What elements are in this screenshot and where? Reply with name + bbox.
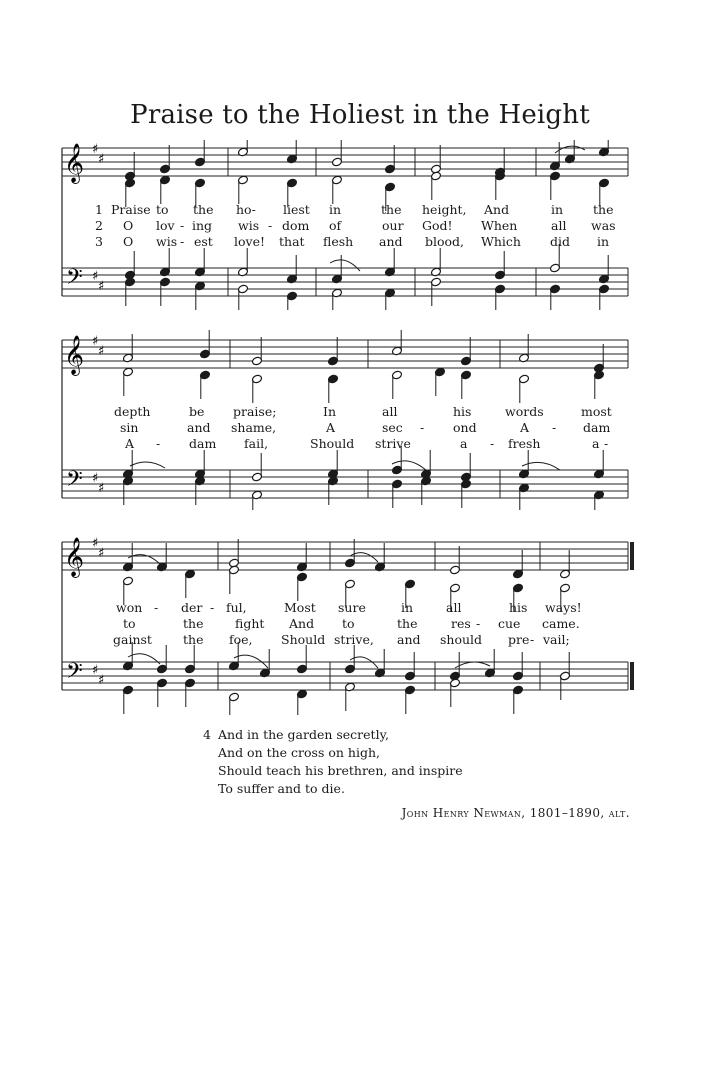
melody-note — [391, 330, 402, 356]
treble-clef-icon: 𝄞 — [64, 335, 85, 375]
tenor-note — [251, 453, 262, 482]
syllable: in — [551, 202, 564, 217]
sharp-icon: ♯ — [92, 334, 99, 349]
tenor-note — [331, 255, 342, 284]
alto-note — [199, 370, 210, 399]
tenor-note — [259, 649, 270, 678]
syllable: sin — [120, 420, 139, 435]
alto-note — [391, 370, 402, 399]
tenor-note — [512, 652, 523, 681]
syllable: And — [289, 616, 315, 631]
syllable: In — [323, 404, 336, 419]
alto-note — [331, 175, 342, 204]
syllable: A — [520, 420, 530, 435]
bass-note — [228, 692, 239, 715]
treble-staff — [62, 148, 628, 176]
lyric-line-verse-3 — [0, 234, 720, 250]
bass-note — [404, 685, 415, 714]
tenor-note — [449, 652, 460, 681]
verse-number: 1 — [95, 202, 103, 217]
stanza-line: To suffer and to die. — [218, 781, 345, 796]
lyrics-system-2 — [0, 404, 720, 452]
bass-note — [122, 685, 133, 714]
syllable: vail; — [543, 632, 570, 647]
alto-note — [296, 572, 307, 601]
syllable: strive, — [334, 632, 374, 647]
melody-note — [296, 543, 307, 572]
tenor-note — [124, 251, 135, 280]
sharp-icon: ♯ — [92, 536, 99, 551]
syllable: and — [397, 632, 421, 647]
syllable: Praise — [111, 202, 151, 217]
syllable: the — [593, 202, 614, 217]
bass-clef-icon: 𝄢 — [66, 265, 83, 295]
stanza-line: And in the garden secretly, — [218, 727, 389, 742]
syllable: cue — [498, 616, 521, 631]
lyrics-system-1 — [0, 202, 720, 250]
syllable: shame, — [231, 420, 277, 435]
bass-note — [518, 483, 529, 510]
melody-note — [122, 334, 133, 363]
syllable: to — [156, 202, 169, 217]
slur — [455, 662, 490, 668]
syllable: won — [116, 600, 143, 615]
syllable: - — [154, 600, 159, 615]
syllable: liest — [283, 202, 310, 217]
lyric-line-verse-3 — [0, 632, 720, 648]
melody-note — [159, 145, 170, 174]
syllable: our — [382, 218, 404, 233]
syllable: height, — [422, 202, 467, 217]
lyric-line-verse-2 — [0, 616, 720, 632]
alto-note — [327, 374, 338, 403]
verse-number: 3 — [95, 234, 103, 249]
tenor-note — [420, 450, 431, 479]
alto-note — [122, 367, 133, 396]
melody-note — [228, 539, 239, 568]
alto-note — [430, 171, 441, 200]
tenor-note — [518, 450, 529, 479]
syllable: most — [581, 404, 612, 419]
tenor-note — [494, 251, 505, 280]
tenor-note — [296, 645, 307, 674]
alto-note — [228, 565, 239, 594]
syllable: of — [329, 218, 342, 233]
syllable: ond — [453, 420, 477, 435]
syllable: - — [210, 600, 215, 615]
syllable: God! — [422, 218, 453, 233]
sharp-icon: ♯ — [98, 546, 105, 561]
tenor-note — [194, 450, 205, 479]
sharp-icon: ♯ — [98, 673, 105, 688]
syllable: ful, — [226, 600, 247, 615]
syllable: O — [123, 234, 134, 249]
melody-note — [156, 543, 167, 572]
tenor-note — [327, 450, 338, 479]
syllable: be — [189, 404, 205, 419]
syllable: the — [381, 202, 402, 217]
lyric-line-verse-3 — [0, 436, 720, 452]
syllable: - — [420, 420, 425, 435]
sharp-icon: ♯ — [98, 279, 105, 294]
sharp-icon: ♯ — [98, 344, 105, 359]
syllable: the — [183, 632, 204, 647]
melody-note — [384, 145, 395, 174]
syllable: foe, — [229, 632, 253, 647]
bass-clef-icon: 𝄢 — [66, 467, 83, 497]
syllable: wis — [238, 218, 260, 233]
lyric-line-verse-2 — [0, 218, 720, 234]
alto-note — [184, 569, 195, 598]
syllable: - — [180, 218, 185, 233]
melody-note — [331, 140, 342, 167]
syllable: in — [597, 234, 610, 249]
syllable: der — [181, 600, 203, 615]
stanza-line: And on the cross on high, — [218, 745, 380, 760]
bass-note — [156, 678, 167, 707]
slur — [128, 654, 160, 664]
slur — [330, 260, 360, 271]
syllable: ways! — [545, 600, 582, 615]
syllable: gainst — [113, 632, 152, 647]
melody-note — [512, 550, 523, 579]
syllable: Which — [481, 234, 521, 249]
syllable: wis — [156, 234, 178, 249]
melody-note — [199, 330, 210, 359]
syllable: pre — [508, 632, 530, 647]
melody-note — [430, 145, 441, 174]
tenor-note — [384, 248, 395, 277]
syllable: - — [604, 436, 609, 451]
melody-note — [286, 140, 297, 164]
tenor-note — [404, 652, 415, 681]
tenor-note — [194, 248, 205, 277]
syllable: to — [123, 616, 136, 631]
bass-note — [559, 671, 570, 700]
melody-note — [251, 337, 262, 366]
bass-note — [593, 490, 604, 510]
treble-clef-icon: 𝄞 — [64, 537, 85, 577]
bass-note — [237, 284, 248, 310]
bass-note — [384, 288, 395, 310]
syllable: - — [268, 218, 273, 233]
syllable: A — [326, 420, 336, 435]
slur — [130, 462, 165, 468]
tenor-note — [598, 255, 609, 284]
alto-note — [460, 370, 471, 399]
alto-note — [251, 374, 262, 403]
tenor-note — [156, 645, 167, 674]
syllable: all — [446, 600, 462, 615]
tenor-note — [484, 649, 495, 678]
author-credit: John Henry Newman, 1801–1890, alt. — [401, 806, 630, 820]
bass-note — [512, 685, 523, 714]
syllable: the — [183, 616, 204, 631]
syllable: love! — [234, 234, 266, 249]
syllable: in — [329, 202, 342, 217]
verse-number: 2 — [95, 218, 103, 233]
melody-note — [374, 543, 385, 572]
sharp-icon: ♯ — [98, 481, 105, 496]
alto-note — [494, 171, 505, 200]
syllable: strive — [375, 436, 411, 451]
alto-note — [434, 367, 445, 396]
alto-note — [593, 370, 604, 399]
syllable: Most — [284, 600, 316, 615]
syllable: blood, — [425, 234, 465, 249]
melody-note — [327, 337, 338, 366]
syllable: the — [397, 616, 418, 631]
melody-note — [518, 334, 529, 363]
bass-note — [331, 288, 342, 310]
alto-note — [518, 374, 529, 403]
syllable: And — [484, 202, 510, 217]
treble-staff — [62, 340, 628, 368]
lyric-line-verse-1 — [0, 202, 720, 218]
treble-clef-icon: 𝄞 — [64, 143, 85, 183]
melody-note — [449, 546, 460, 575]
bass-staff — [62, 662, 628, 690]
syllable: dam — [583, 420, 611, 435]
syllable: dom — [282, 218, 310, 233]
tenor-note — [237, 248, 248, 277]
syllable: the — [193, 202, 214, 217]
hymn-title: Praise to the Holiest in the Height — [130, 100, 590, 130]
melody-note — [593, 344, 604, 373]
sharp-icon: ♯ — [92, 269, 99, 284]
alto-note — [159, 175, 170, 204]
bass-note — [286, 291, 297, 310]
syllable: to — [342, 616, 355, 631]
syllable: - — [476, 616, 481, 631]
syllable: - — [156, 436, 161, 451]
lyric-line-verse-2 — [0, 420, 720, 436]
tenor-note — [593, 450, 604, 479]
syllable: - — [490, 436, 495, 451]
syllable: - — [552, 420, 557, 435]
syllable: ho- — [236, 202, 256, 217]
stanza-4 — [203, 726, 463, 798]
syllable: A — [125, 436, 135, 451]
syllable: flesh — [323, 234, 354, 249]
bass-note — [296, 689, 307, 715]
syllable: and — [379, 234, 403, 249]
tenor-note — [184, 645, 195, 674]
bass-note — [184, 678, 195, 707]
melody-note — [460, 337, 471, 366]
bass-note — [460, 479, 471, 508]
lyric-line-verse-1 — [0, 600, 720, 616]
syllable: Should — [310, 436, 355, 451]
sharp-icon: ♯ — [92, 471, 99, 486]
bass-note — [598, 284, 609, 310]
tenor-note — [122, 450, 133, 479]
syllable: O — [123, 218, 134, 233]
melody-note — [124, 152, 135, 181]
bass-note — [159, 277, 170, 306]
alto-note — [549, 171, 560, 200]
syllable: sure — [338, 600, 366, 615]
bass-note — [494, 284, 505, 310]
bass-note — [251, 490, 262, 510]
syllable: - — [530, 632, 535, 647]
lyrics-system-3 — [0, 600, 720, 648]
tenor-note — [374, 649, 385, 678]
syllable: Should — [281, 632, 326, 647]
tenor-note — [159, 248, 170, 277]
melody-note — [564, 140, 575, 164]
syllable: depth — [114, 404, 151, 419]
syllable: est — [194, 234, 213, 249]
bass-note — [549, 284, 560, 310]
final-barline — [630, 662, 634, 690]
syllable: in — [401, 600, 414, 615]
syllable: lov — [156, 218, 175, 233]
syllable: res — [451, 616, 471, 631]
syllable: - — [180, 234, 185, 249]
bass-staff — [62, 268, 628, 296]
syllable: words — [505, 404, 544, 419]
syllable: came. — [542, 616, 580, 631]
syllable: all — [382, 404, 398, 419]
melody-note — [559, 550, 570, 579]
syllable: When — [481, 218, 518, 233]
syllable: was — [591, 218, 616, 233]
bass-clef-icon: 𝄢 — [66, 659, 83, 689]
syllable: should — [440, 632, 483, 647]
bass-note — [124, 277, 135, 306]
stanza-line: Should teach his brethren, and inspire — [218, 763, 463, 778]
syllable: fight — [235, 616, 265, 631]
syllable: ing — [192, 218, 213, 233]
syllable: his — [509, 600, 528, 615]
syllable: did — [550, 234, 571, 249]
syllable: and — [187, 420, 211, 435]
syllable: all — [551, 218, 567, 233]
bass-staff — [62, 470, 628, 498]
sharp-icon: ♯ — [92, 663, 99, 678]
syllable: sec — [382, 420, 403, 435]
syllable: dam — [189, 436, 217, 451]
alto-note — [237, 175, 248, 204]
melody-note — [194, 140, 205, 167]
syllable: a — [460, 436, 468, 451]
syllable: his — [453, 404, 472, 419]
bass-note — [430, 277, 441, 306]
sharp-icon: ♯ — [92, 142, 99, 157]
final-barline — [630, 542, 634, 570]
syllable: a — [592, 436, 600, 451]
syllable: praise; — [233, 404, 277, 419]
syllable: fresh — [508, 436, 541, 451]
stanza-number: 4 — [203, 727, 211, 742]
syllable: that — [279, 234, 305, 249]
tenor-note — [430, 248, 441, 277]
bass-note — [449, 678, 460, 707]
bass-note — [391, 479, 402, 508]
lyric-line-verse-1 — [0, 404, 720, 420]
tenor-note — [460, 453, 471, 482]
sharp-icon: ♯ — [98, 152, 105, 167]
melody-note — [549, 142, 560, 171]
tenor-note — [286, 255, 297, 284]
bass-note — [344, 682, 355, 711]
syllable: fail, — [244, 436, 269, 451]
